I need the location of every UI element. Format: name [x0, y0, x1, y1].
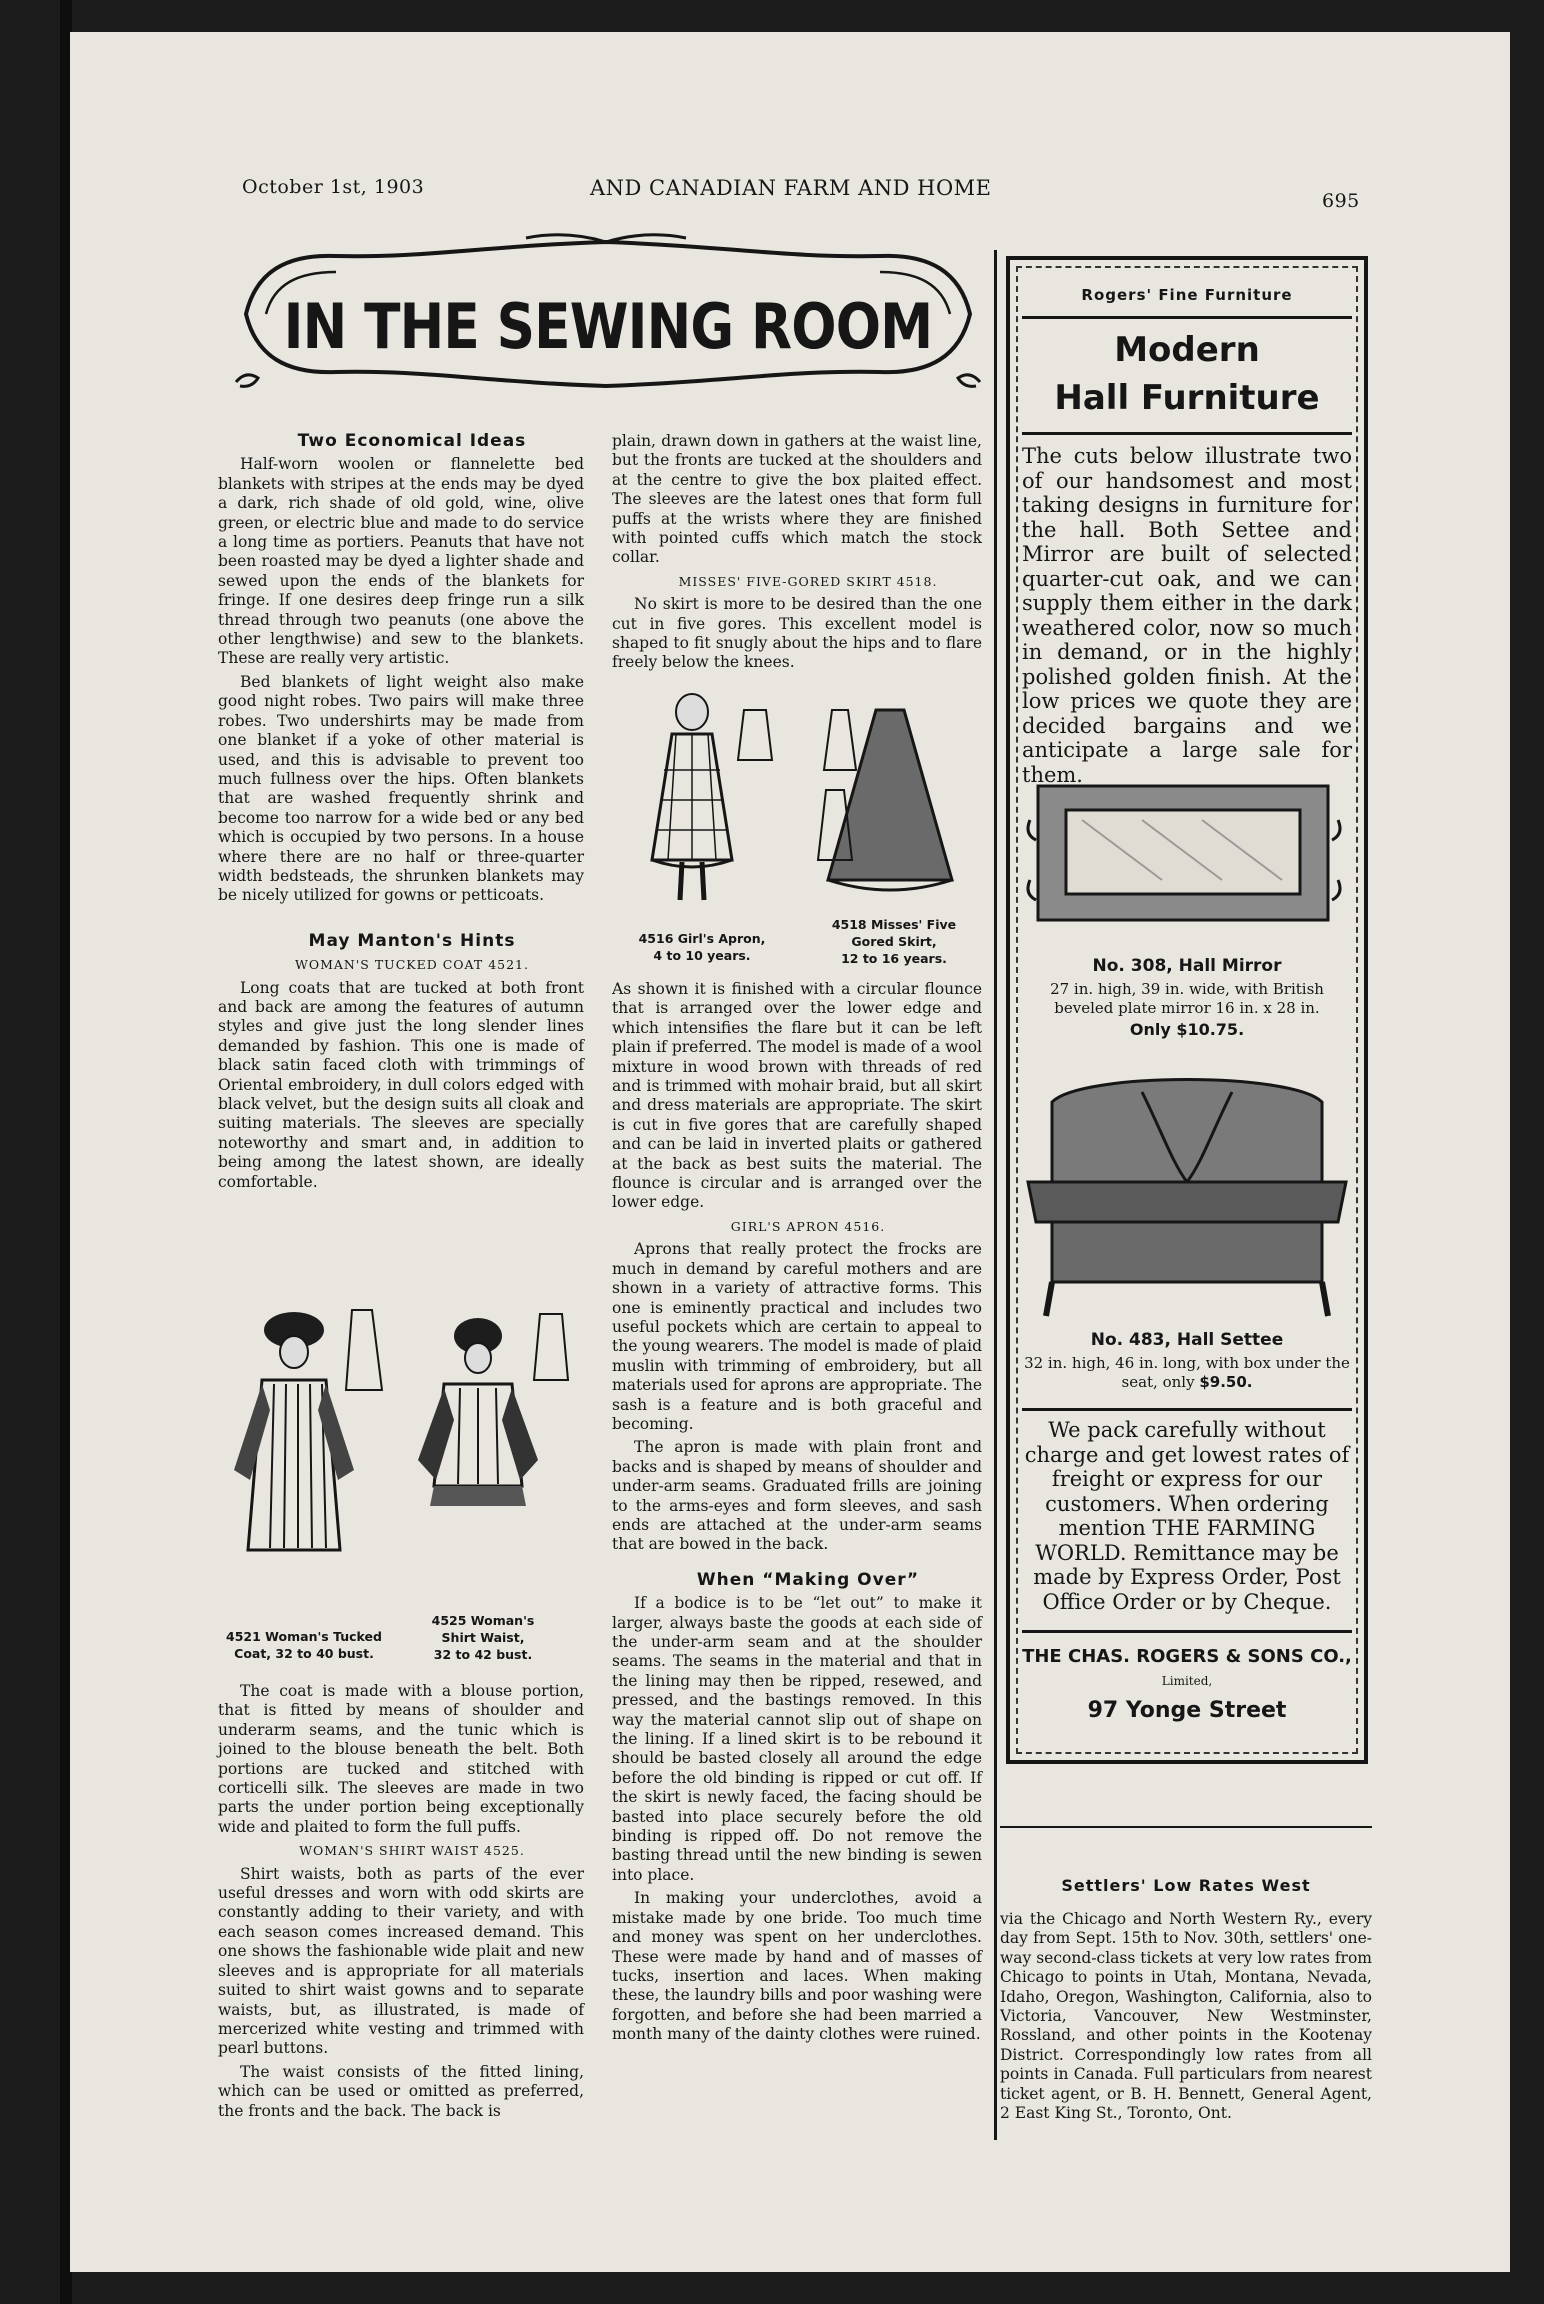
caption-line: 32 to 42 bust.: [433, 1647, 533, 1662]
settlers-rule: [1000, 1826, 1372, 1828]
caption-tucked-coat: [214, 1628, 394, 1662]
settee-price: $9.50.: [1199, 1373, 1253, 1391]
caption-line: 4 to 10 years.: [653, 948, 751, 963]
heading-two-economical-ideas: Two Economical Ideas: [297, 431, 527, 451]
ad-intro: The cuts below illustrate two of our handsomest and most taking designs in furniture for the hall. Both Settee and Mirror are built of selected quarter-cut oak, and we can supply them either in the dark weathered color, now so much in demand, or in the highly polished golden finish. At the low prices we quote they are decided bargains and we anticipate a large sale for them.: [1022, 444, 1352, 787]
ad-title-line-2: Hall Furniture: [1054, 378, 1320, 418]
paragraph: In making your underclothes, avoid a mistake made by one bride. Too much time and money was spent on her underclothes. These were made by hand and of masses of tucks, insertion and laces. When making these, the laundry bills and poor washing were forgotten, and before she had been married a month many of the dainty clothes were ruined.: [612, 1889, 982, 2044]
settee-name: No. 483, Hall Settee: [1090, 1330, 1284, 1350]
company-limited: Limited,: [1161, 1674, 1213, 1688]
page-number: 695: [1322, 190, 1360, 212]
settlers-heading: Settlers' Low Rates West: [1061, 1876, 1311, 1895]
apron-and-skirt-illustration: [612, 690, 982, 922]
ad-brand: Rogers' Fine Furniture: [1081, 286, 1293, 304]
caption-line: Coat, 32 to 40 bust.: [234, 1646, 374, 1661]
subheading-girls-apron: GIRL'S APRON 4516.: [730, 1218, 886, 1234]
paragraph: Half-worn woolen or flannelette bed blankets with stripes at the ends may be dyed a dark, rich shade of old gold, wine, olive green, or electric blue and made to do service a long time as portiers. Peanuts that have not been roasted may be dyed a lighter shade and sewed upon the ends of the blankets for fringe. If one desires deep fringe run a silk thread through two peanuts (one above the other lengthwise) and sew to the blankets. These are really very artistic.: [218, 455, 584, 668]
caption-line: 4521 Woman's Tucked: [226, 1629, 382, 1644]
paragraph: No skirt is more to be desired than the one cut in five gores. This excellent model is shaped to fit snugly about the hips and to flare freely below the knees.: [612, 595, 982, 672]
caption-girls-apron: [612, 930, 792, 964]
column-divider: [994, 250, 997, 2140]
paragraph: Aprons that really protect the frocks are much in demand by careful mothers and are shown in a variety of attractive forms. This one is eminently practical and includes two useful pockets which are certain to appeal to the young wearers. The model is made of plaid muslin with trimming of embroidery, but all materials used for aprons are appropriate. The sash is a feature and is both graceful and becoming.: [612, 1240, 982, 1433]
subheading-five-gored-skirt: MISSES' FIVE-GORED SKIRT 4518.: [678, 573, 938, 589]
ad-rule: [1022, 1408, 1352, 1411]
ad-rule: [1022, 316, 1352, 319]
column-middle: [612, 432, 982, 677]
paragraph: The apron is made with plain front and backs and is shaped by means of shoulder and under-arm seams. Graduated frills are joining to the arms-eyes and form sleeves, and sash ends are attached at the under-arm seams that are bowed in the back.: [612, 1438, 982, 1554]
section-title: IN THE SEWING ROOM: [283, 290, 933, 363]
settlers-body: via the Chicago and North Western Ry., every day from Sept. 15th to Nov. 30th, settlers' one-way second-class tickets at very low rates from Chicago to points in Utah, Montana, Nevada, Idaho, Oregon, Washington, California, also to Victoria, Vancouver, New Westminster, Rossland, and other points in the Kootenay District. Correspondingly low rates from all points in Canada. Full particulars from nearest ticket agent, or B. H. Bennett, General Agent, 2 East King St., Toronto, Ont.: [1000, 1910, 1372, 2123]
company-name: THE CHAS. ROGERS & SONS CO.,: [1022, 1646, 1352, 1667]
paragraph: If a bodice is to be “let out” to make it larger, always baste the goods at each side of the under-arm seam and at the shoulder seams. The seams in the material and that in the lining may then be ripped, resewed, and pressed, and the bastings removed. In this way the material cannot slip out of shape on the lining. If a lined skirt is to be rebound it should be basted closely all around the edge before the old binding is ripped or cut off. If the skirt is newly faced, the facing should be basted into place securely before the old binding is ripped off. Do not remove the basting thread until the new binding is sewen into place.: [612, 1594, 982, 1884]
paragraph: The coat is made with a blouse portion, that is fitted by means of shoulder and underarm seams, and the tunic which is joined to the blouse beneath the belt. Both portions are tucked and stitched with corticelli silk. The sleeves are made in two parts the under portion being exceptionally wide and plaited to form the full puffs.: [218, 1682, 584, 1836]
caption-five-gored-skirt: [806, 916, 982, 967]
heading-making-over: When “Making Over”: [696, 1569, 920, 1590]
publication-title: AND CANADIAN FARM AND HOME: [590, 176, 992, 200]
paragraph: Shirt waists, both as parts of the ever useful dresses and worn with odd skirts are constantly adding to their variety, and with each season comes increased demand. This one shows the fashionable wide plait and new sleeves and is appropriate for all materials suited to shirt waist gowns and to separate waists, but, as illustrated, is made of mercerized white vesting and trimmed with pearl buttons.: [218, 1864, 584, 2058]
issue-date: October 1st, 1903: [242, 176, 425, 198]
caption-line: Shirt Waist,: [441, 1630, 525, 1645]
ad-rule: [1022, 1630, 1352, 1633]
mirror-name: No. 308, Hall Mirror: [1092, 956, 1282, 976]
hall-settee-illustration: [1022, 1072, 1352, 1322]
coat-and-shirtwaist-illustration: [222, 1300, 582, 1618]
column-middle-lower: [612, 980, 982, 2049]
column-left: [218, 432, 584, 1196]
mirror-description: 27 in. high, 39 in. wide, with British beveled plate mirror 16 in. x 28 in.: [1050, 980, 1324, 1017]
hall-mirror-illustration: [1022, 780, 1352, 926]
rogers-furniture-advertisement: [1006, 256, 1368, 1764]
caption-line: 12 to 16 years.: [841, 951, 947, 966]
subheading-tucked-coat: WOMAN'S TUCKED COAT 4521.: [295, 957, 529, 973]
heading-may-mantons-hints: May Manton's Hints: [308, 930, 516, 951]
caption-line: 4518 Misses' Five: [831, 917, 957, 932]
caption-line: 4516 Girl's Apron,: [638, 931, 766, 946]
settee-description-text: 32 in. high, 46 in. long, with box under the seat, only: [1024, 1354, 1350, 1391]
paragraph: As shown it is finished with a circular flounce that is arranged over the lower edge and which intensifies the flare but it can be left plain if preferred. The model is made of a wool mixture in wood brown with threads of red and is trimmed with mohair braid, but all skirt and dress materials are appropriate. The skirt is cut in five gores that are carefully shaped and can be laid in inverted plaits or gathered at the back as best suits the material. The flounce is circular and is arranged over the lower edge.: [612, 980, 982, 1212]
settee-description: [1022, 1354, 1352, 1392]
caption-shirt-waist: [408, 1612, 558, 1663]
paragraph: Bed blankets of light weight also make good night robes. Two pairs will make three robes. Two undershirts may be made from one blanket if a yoke of other material is used, and this is advisable to prevent too much fullness over the hips. Often blankets that are washed frequently shrink and become too narrow for a wide bed or any bed which is occupied by two persons. In a house where there are no half or three-quarter width bedsteads, the shrunken blankets may be nicely utilized for gowns or petticoats.: [218, 672, 584, 905]
paragraph: plain, drawn down in gathers at the waist line, but the fronts are tucked at the shoulders and at the centre to give the box plaited effect. The sleeves are the latest ones that form full puffs at the wrists where they are finished with pointed cuffs which match the stock collar.: [612, 432, 982, 567]
caption-line: 4525 Woman's: [431, 1613, 535, 1628]
ad-shipping-terms: We pack carefully without charge and get lowest rates of freight or express for our customers. When ordering mention THE FARMING WORLD. Remittance may be made by Express Order, Post Office Order or by Cheque.: [1024, 1418, 1350, 1614]
mirror-price: Only $10.75.: [1129, 1020, 1245, 1039]
company-address: 97 Yonge Street: [1087, 1698, 1287, 1723]
column-left-lower: [218, 1682, 584, 2125]
paragraph: Long coats that are tucked at both front and back are among the features of autumn styles and give just the long slender lines demanded by fashion. This one is made of black satin faced cloth with trimmings of Oriental embroidery, in dull colors edged with black velvet, but the design suits all cloak and suiting materials. The sleeves are specially noteworthy and smart and, in addition to being among the latest shown, are ideally comfortable.: [218, 978, 584, 1191]
ad-title-line-1: Modern: [1114, 330, 1260, 370]
caption-line: Gored Skirt,: [851, 934, 937, 949]
ad-rule: [1022, 432, 1352, 435]
paragraph: The waist consists of the fitted lining, which can be used or omitted as preferred, the fronts and the back. The back is: [218, 2062, 584, 2120]
subheading-shirt-waist: WOMAN'S SHIRT WAIST 4525.: [299, 1843, 525, 1859]
